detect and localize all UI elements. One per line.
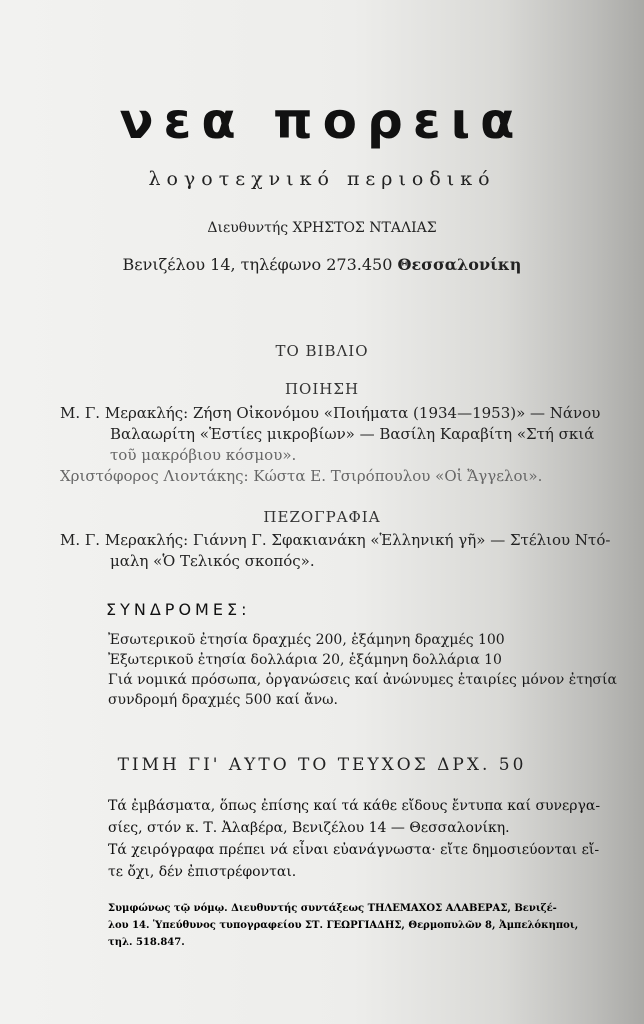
- legal-line: τηλ. 518.847.: [108, 937, 185, 948]
- note-line: Τά χειρόγραφα πρέπει νά εἶναι εὐανάγνωστα· εἴτε δημοσιεύονται εἴ-: [108, 842, 600, 858]
- poetry-heading: ΠΟΙΗΣΗ: [284, 380, 360, 398]
- director-name: ΧΡΗΣΤΟΣ ΝΤΑΛΙΑΣ: [292, 220, 437, 236]
- subscription-domestic: Ἐσωτερικοῦ ἐτησία δραχμές 200, ἑξάμηνη δραχμές 100: [108, 632, 505, 648]
- note-line: τε ὄχι, δέν ἐπιστρέφονται.: [108, 864, 297, 880]
- review-line: τοῦ μακρόβιου κόσμου».: [110, 446, 297, 464]
- book-section-heading: ΤΟ ΒΙΒΛΙΟ: [275, 342, 369, 360]
- poetry-review-1: [60, 403, 600, 466]
- review-line: μαλη «Ὁ Τελικός σκοπός».: [110, 552, 315, 570]
- issue-price: ΤΙΜΗ ΓΙ' ΑΥΤΟ ΤΟ ΤΕΥΧΟΣ ΔΡΧ. 50: [117, 755, 527, 775]
- director-label: Διευθυντής: [207, 220, 289, 236]
- note-line: Τά ἐμβάσματα, ὅπως ἐπίσης καί τά κάθε εἴδους ἔντυπα καί συνεργα-: [108, 798, 601, 814]
- magazine-title: νεα πορεια: [119, 92, 525, 150]
- prose-review-1: [60, 530, 610, 572]
- magazine-subtitle: λογοτεχνικό περιοδικό: [148, 168, 496, 190]
- legal-notice: [108, 900, 608, 951]
- review-line: Μ. Γ. Μερακλής: Γιάννη Γ. Σφακιανάκη «Ἑλληνική γῆ» — Στέλιου Ντό-: [60, 531, 611, 549]
- legal-line: Συμφώνως τῷ νόμῳ. Διευθυντής συντάξεως ΤΗΛΕΜΑΧΟΣ ΑΛΑΒΕΡΑΣ, Βενιζέ-: [108, 903, 557, 914]
- note-line: σίες, στόν κ. Τ. Ἀλαβέρα, Βενιζέλου 14 — Θεσσαλονίκη.: [108, 820, 510, 836]
- subscription-legal-entities-cont: συνδρομή δραχμές 500 καί ἄνω.: [108, 692, 338, 708]
- address-street: Βενιζέλου 14, τηλέφωνο 273.450: [122, 255, 393, 274]
- legal-line: λου 14. Ὑπεύθυνος τυπογραφείου ΣΤ. ΓΕΩΡΓΙΑΔΗΣ, Θερμοπυλῶν 8, Ἀμπελόκηποι,: [108, 920, 579, 931]
- review-line: Μ. Γ. Μερακλής: Ζήση Οἰκονόμου «Ποιήματα (1934—1953)» — Νάνου: [60, 404, 601, 422]
- review-line: Βαλαωρίτη «Ἑστίες μικροβίων» — Βασίλη Καραβίτη «Στή σκιά: [110, 425, 595, 443]
- subscriptions-heading: ΣΥΝΔΡΟΜΕΣ:: [106, 600, 251, 619]
- subscription-foreign: Ἐξωτερικοῦ ἐτησία δολλάρια 20, ἑξάμηνη δολλάρια 10: [108, 652, 502, 668]
- address-line: [0, 255, 644, 274]
- review-line: Χριστόφορος Λιοντάκης: Κώστα Ε. Τσιρόπουλου «Οἱ Ἄγγελοι».: [60, 467, 543, 485]
- poetry-review-2: [60, 466, 542, 487]
- prose-heading: ΠΕΖΟΓΡΑΦΙΑ: [263, 508, 381, 526]
- subscription-legal-entities: Γιά νομικά πρόσωπα, ὀργανώσεις καί ἀνώνυμες ἑταιρίες μόνον ἐτησία: [108, 672, 617, 688]
- address-city: Θεσσαλονίκη: [397, 255, 522, 274]
- director-line: [0, 220, 644, 236]
- notes-block: [108, 795, 608, 883]
- subscriptions-block: [108, 630, 617, 710]
